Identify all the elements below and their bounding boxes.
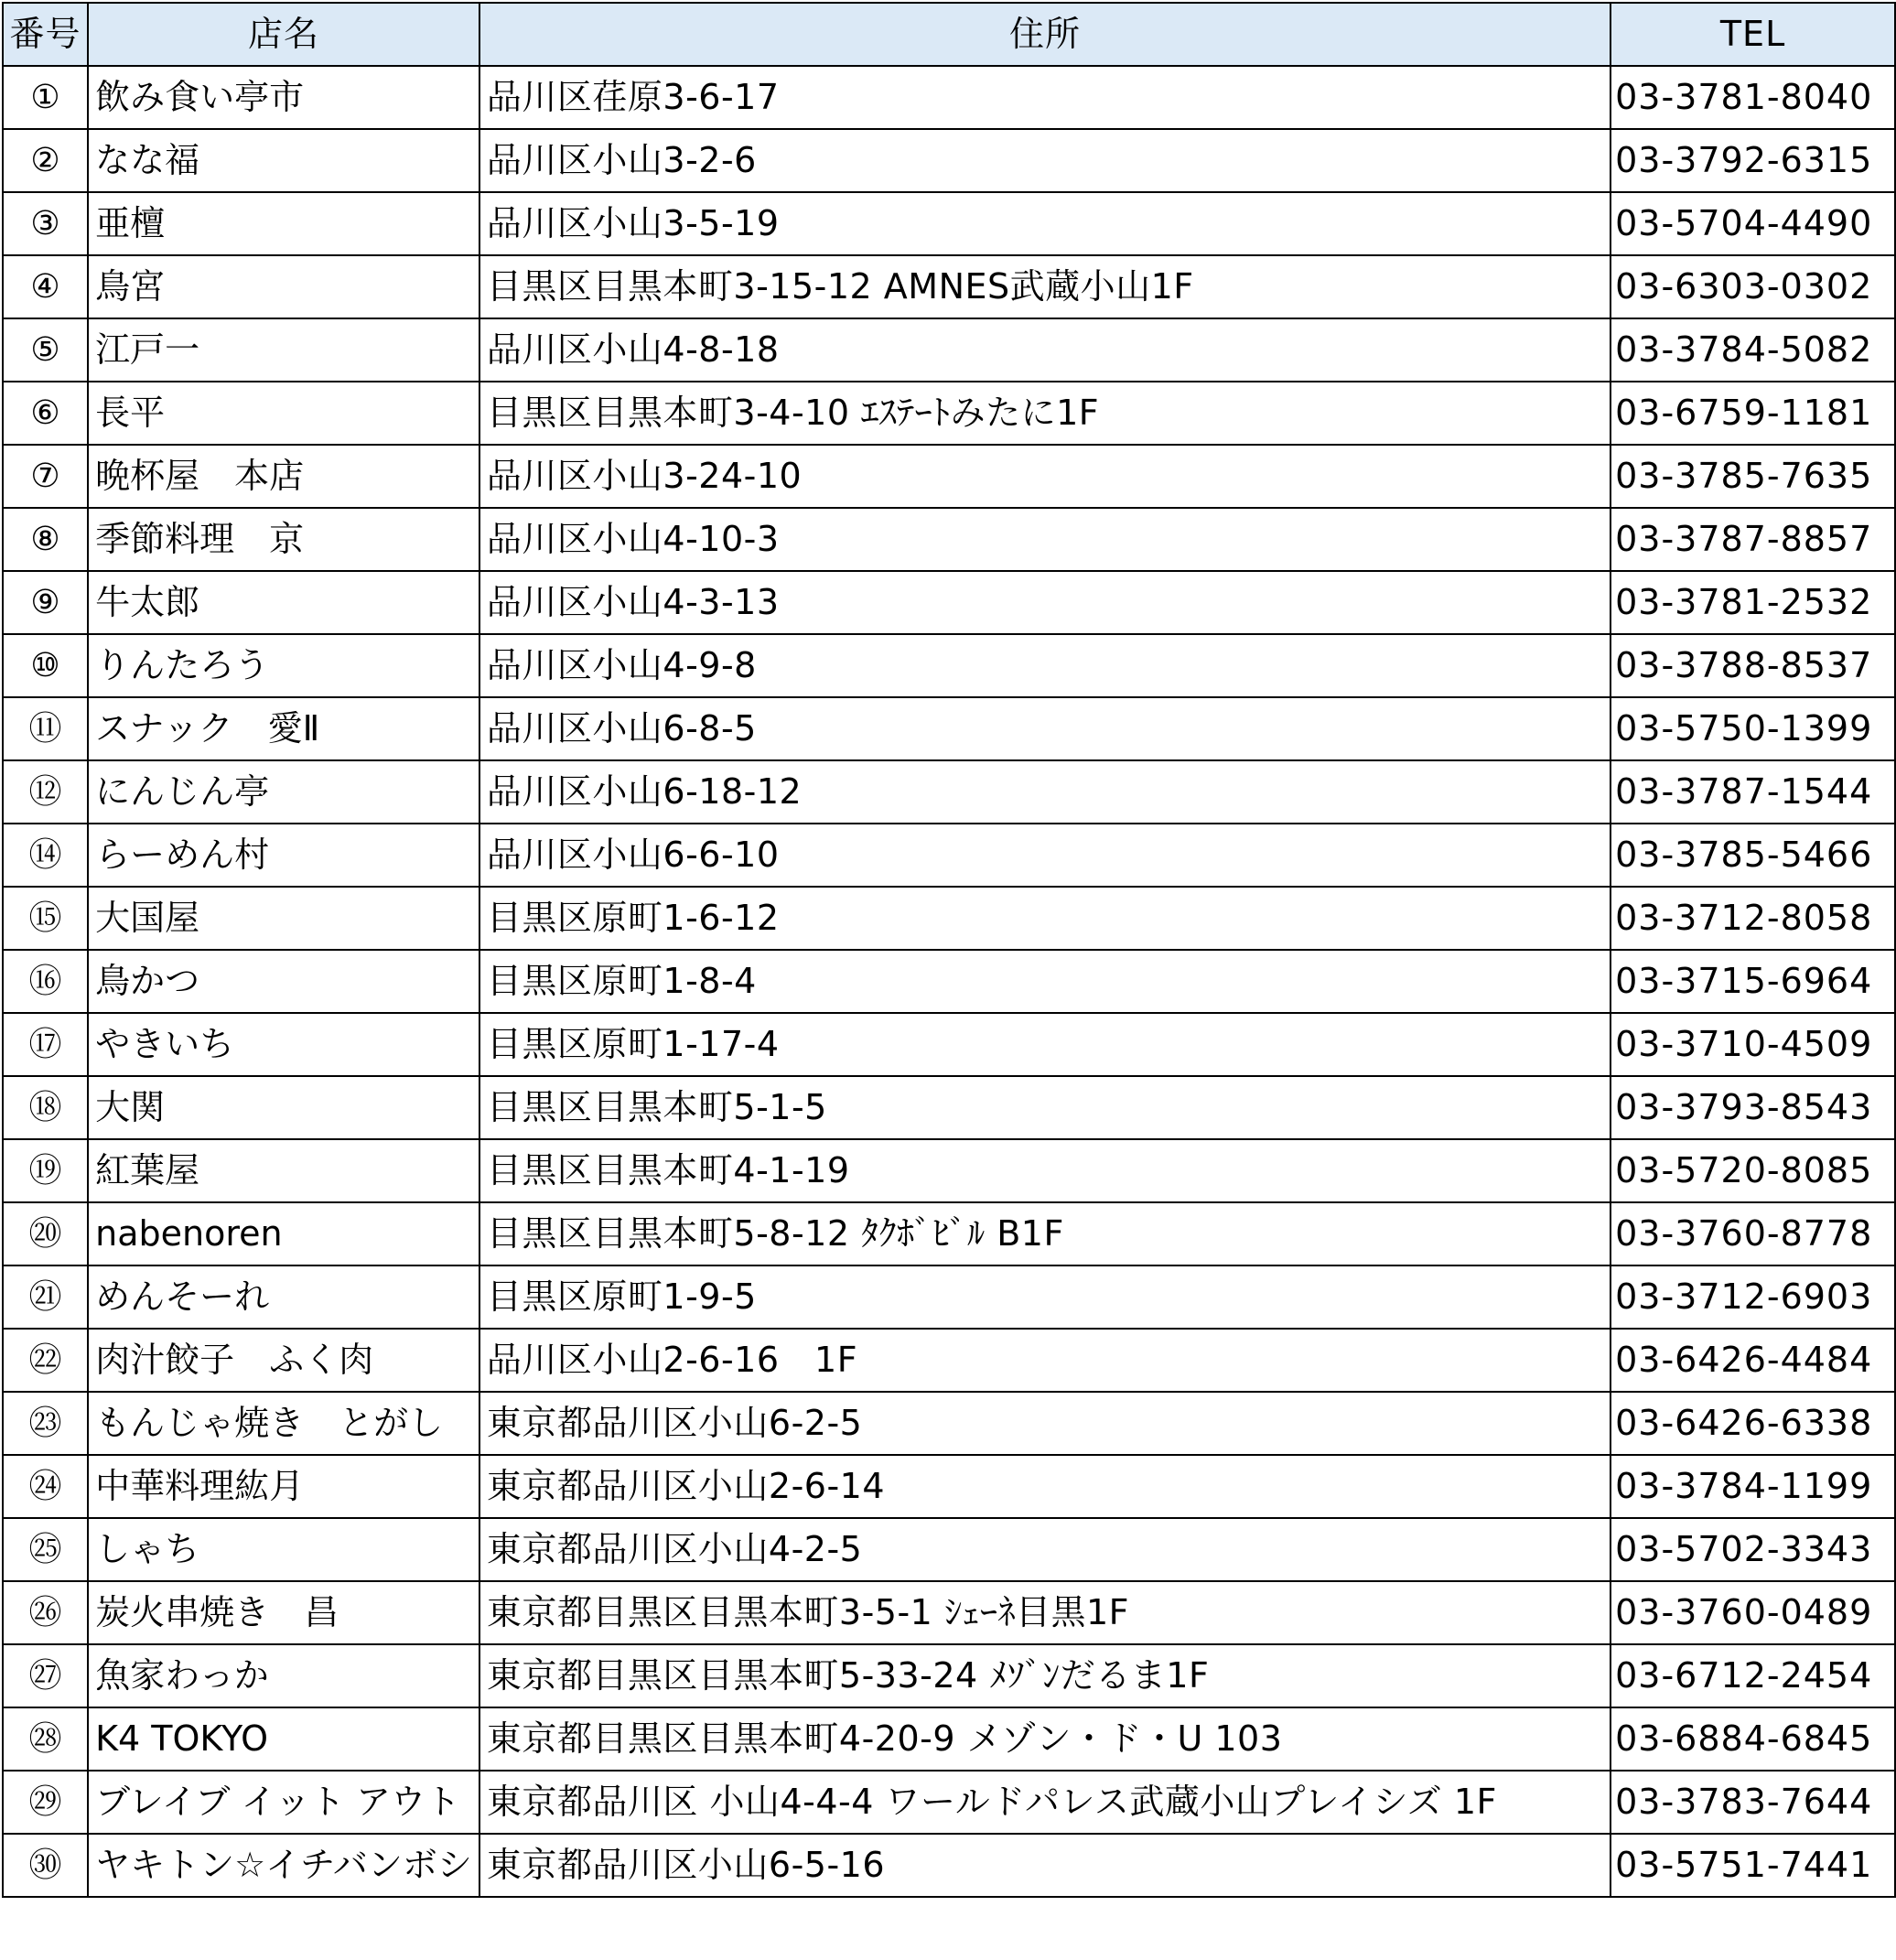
cell-shop-name[interactable]: K4 TOKYO	[88, 1707, 479, 1771]
cell-number[interactable]: ㉓	[3, 1392, 88, 1455]
cell-number[interactable]: ⑨	[3, 571, 88, 634]
cell-shop-name[interactable]: なな福	[88, 129, 479, 192]
cell-number[interactable]: ㉒	[3, 1329, 88, 1392]
table-row	[3, 1707, 1895, 1771]
header-number[interactable]: 番号	[3, 3, 88, 66]
cell-tel[interactable]: 03-3781-2532	[1611, 571, 1895, 634]
table-row	[3, 1139, 1895, 1202]
table-row	[3, 1265, 1895, 1329]
table-body	[3, 66, 1895, 1897]
cell-shop-name[interactable]: 長平	[88, 382, 479, 445]
cell-tel[interactable]: 03-6303-0302	[1611, 255, 1895, 318]
cell-shop-name[interactable]: 飲み食い亭市	[88, 66, 479, 129]
table-row	[3, 950, 1895, 1013]
cell-shop-name[interactable]: nabenoren	[88, 1202, 479, 1265]
cell-tel[interactable]: 03-5720-8085	[1611, 1139, 1895, 1202]
cell-address[interactable]: 品川区小山6-18-12	[479, 760, 1611, 824]
cell-tel[interactable]: 03-3712-8058	[1611, 887, 1895, 950]
cell-tel[interactable]: 03-5751-7441	[1611, 1834, 1895, 1897]
header-address[interactable]: 住所	[479, 3, 1611, 66]
table-row	[3, 1834, 1895, 1897]
cell-tel[interactable]: 03-5702-3343	[1611, 1518, 1895, 1581]
cell-address[interactable]: 目黒区目黒本町4-1-19	[479, 1139, 1611, 1202]
cell-address[interactable]: 品川区小山4-8-18	[479, 318, 1611, 382]
cell-address[interactable]: 東京都品川区小山6-5-16	[479, 1834, 1611, 1897]
cell-tel[interactable]: 03-6884-6845	[1611, 1707, 1895, 1771]
cell-shop-name[interactable]: らーめん村	[88, 824, 479, 887]
cell-address[interactable]: 東京都目黒区目黒本町4-20-9 メゾン・ド・U 103	[479, 1707, 1611, 1771]
cell-number[interactable]: ⑤	[3, 318, 88, 382]
cell-shop-name[interactable]: もんじゃ焼き とがし	[88, 1392, 479, 1455]
cell-shop-name[interactable]: しゃち	[88, 1518, 479, 1581]
cell-number[interactable]: ㉙	[3, 1771, 88, 1834]
cell-address[interactable]: 品川区小山4-3-13	[479, 571, 1611, 634]
cell-address[interactable]: 目黒区原町1-17-4	[479, 1013, 1611, 1076]
cell-number[interactable]: ⑧	[3, 508, 88, 571]
cell-address[interactable]: 目黒区原町1-9-5	[479, 1265, 1611, 1329]
cell-address[interactable]: 品川区小山4-9-8	[479, 634, 1611, 697]
table-row	[3, 508, 1895, 571]
cell-tel[interactable]: 03-3710-4509	[1611, 1013, 1895, 1076]
cell-address[interactable]: 品川区小山6-6-10	[479, 824, 1611, 887]
cell-shop-name[interactable]: ヤキトン☆イチバンボシ	[88, 1834, 479, 1897]
cell-tel[interactable]: 03-3787-1544	[1611, 760, 1895, 824]
cell-shop-name[interactable]: 牛太郎	[88, 571, 479, 634]
cell-number[interactable]: ⑫	[3, 760, 88, 824]
cell-tel[interactable]: 03-3712-6903	[1611, 1265, 1895, 1329]
header-tel[interactable]: TEL	[1611, 3, 1895, 66]
cell-shop-name[interactable]: 鳥かつ	[88, 950, 479, 1013]
table-row	[3, 1013, 1895, 1076]
cell-shop-name[interactable]: 季節料理 京	[88, 508, 479, 571]
cell-address[interactable]: 品川区荏原3-6-17	[479, 66, 1611, 129]
cell-tel[interactable]: 03-3784-1199	[1611, 1455, 1895, 1518]
cell-number[interactable]: ⑭	[3, 824, 88, 887]
table-row	[3, 445, 1895, 508]
cell-address[interactable]: 品川区小山3-24-10	[479, 445, 1611, 508]
cell-address[interactable]: 東京都品川区小山2-6-14	[479, 1455, 1611, 1518]
cell-address[interactable]: 東京都目黒区目黒本町3-5-1 ｼｪｰﾈ目黒1F	[479, 1581, 1611, 1644]
cell-tel[interactable]: 03-6426-6338	[1611, 1392, 1895, 1455]
header-name[interactable]: 店名	[88, 3, 479, 66]
cell-number[interactable]: ㉑	[3, 1265, 88, 1329]
cell-shop-name[interactable]: 亜檀	[88, 192, 479, 255]
table-row	[3, 129, 1895, 192]
table-row	[3, 66, 1895, 129]
cell-address[interactable]: 品川区小山3-5-19	[479, 192, 1611, 255]
table-row	[3, 1392, 1895, 1455]
cell-number[interactable]: ㉘	[3, 1707, 88, 1771]
cell-number[interactable]: ⑥	[3, 382, 88, 445]
cell-shop-name[interactable]: めんそーれ	[88, 1265, 479, 1329]
cell-shop-name[interactable]: にんじん亭	[88, 760, 479, 824]
cell-address[interactable]: 品川区小山4-10-3	[479, 508, 1611, 571]
cell-address[interactable]: 目黒区目黒本町3-4-10 ｴｽﾃｰﾄみたに1F	[479, 382, 1611, 445]
table-row	[3, 760, 1895, 824]
table-row	[3, 824, 1895, 887]
cell-shop-name[interactable]: 大関	[88, 1076, 479, 1139]
table-row	[3, 1202, 1895, 1265]
cell-number[interactable]: ㉚	[3, 1834, 88, 1897]
cell-number[interactable]: ㉗	[3, 1644, 88, 1707]
cell-tel[interactable]: 03-3788-8537	[1611, 634, 1895, 697]
table-row	[3, 1581, 1895, 1644]
cell-number[interactable]: ⑳	[3, 1202, 88, 1265]
table-row	[3, 634, 1895, 697]
cell-number[interactable]: ⑲	[3, 1139, 88, 1202]
cell-tel[interactable]: 03-3787-8857	[1611, 508, 1895, 571]
cell-number[interactable]: ②	[3, 129, 88, 192]
cell-address[interactable]: 東京都品川区 小山4-4-4 ワールドパレス武蔵小山プレイシズ 1F	[479, 1771, 1611, 1834]
table-row	[3, 1518, 1895, 1581]
cell-number[interactable]: ⑪	[3, 697, 88, 760]
cell-address[interactable]: 品川区小山2-6-16 1F	[479, 1329, 1611, 1392]
cell-shop-name[interactable]: 鳥宮	[88, 255, 479, 318]
table-row	[3, 1455, 1895, 1518]
cell-number[interactable]: ④	[3, 255, 88, 318]
cell-shop-name[interactable]: スナック 愛Ⅱ	[88, 697, 479, 760]
cell-tel[interactable]: 03-3760-8778	[1611, 1202, 1895, 1265]
cell-tel[interactable]: 03-3785-5466	[1611, 824, 1895, 887]
cell-address[interactable]: 目黒区原町1-8-4	[479, 950, 1611, 1013]
cell-shop-name[interactable]: やきいち	[88, 1013, 479, 1076]
cell-number[interactable]: ㉖	[3, 1581, 88, 1644]
cell-address[interactable]: 目黒区目黒本町3-15-12 AMNES武蔵小山1F	[479, 255, 1611, 318]
cell-address[interactable]: 品川区小山6-8-5	[479, 697, 1611, 760]
cell-shop-name[interactable]: ブレイブ イット アウト	[88, 1771, 479, 1834]
table-row	[3, 887, 1895, 950]
cell-shop-name[interactable]: 紅葉屋	[88, 1139, 479, 1202]
cell-number[interactable]: ⑩	[3, 634, 88, 697]
cell-number[interactable]: ③	[3, 192, 88, 255]
cell-shop-name[interactable]: 炭火串焼き 昌	[88, 1581, 479, 1644]
cell-address[interactable]: 東京都品川区小山6-2-5	[479, 1392, 1611, 1455]
cell-tel[interactable]: 03-3715-6964	[1611, 950, 1895, 1013]
table-row	[3, 255, 1895, 318]
cell-address[interactable]: 目黒区原町1-6-12	[479, 887, 1611, 950]
cell-shop-name[interactable]: 大国屋	[88, 887, 479, 950]
cell-tel[interactable]: 03-3760-0489	[1611, 1581, 1895, 1644]
table-row	[3, 1644, 1895, 1707]
cell-shop-name[interactable]: 江戸一	[88, 318, 479, 382]
cell-number[interactable]: ⑮	[3, 887, 88, 950]
table-row	[3, 318, 1895, 382]
cell-tel[interactable]: 03-6759-1181	[1611, 382, 1895, 445]
cell-number[interactable]: ⑯	[3, 950, 88, 1013]
cell-number[interactable]: ①	[3, 66, 88, 129]
cell-tel[interactable]: 03-5704-4490	[1611, 192, 1895, 255]
cell-number[interactable]: ㉕	[3, 1518, 88, 1581]
cell-tel[interactable]: 03-3792-6315	[1611, 129, 1895, 192]
cell-shop-name[interactable]: 魚家わっか	[88, 1644, 479, 1707]
cell-tel[interactable]: 03-6712-2454	[1611, 1644, 1895, 1707]
cell-number[interactable]: ㉔	[3, 1455, 88, 1518]
table-row	[3, 697, 1895, 760]
cell-tel[interactable]: 03-3793-8543	[1611, 1076, 1895, 1139]
cell-address[interactable]: 目黒区目黒本町5-1-5	[479, 1076, 1611, 1139]
cell-number[interactable]: ⑰	[3, 1013, 88, 1076]
table-row	[3, 1076, 1895, 1139]
cell-address[interactable]: 目黒区目黒本町5-8-12 ﾀｸﾎﾞﾋﾞﾙ B1F	[479, 1202, 1611, 1265]
cell-shop-name[interactable]: 中華料理紘月	[88, 1455, 479, 1518]
cell-tel[interactable]: 03-3783-7644	[1611, 1771, 1895, 1834]
cell-tel[interactable]: 03-3781-8040	[1611, 66, 1895, 129]
cell-shop-name[interactable]: 晩杯屋 本店	[88, 445, 479, 508]
cell-tel[interactable]: 03-3784-5082	[1611, 318, 1895, 382]
table-row	[3, 1771, 1895, 1834]
cell-shop-name[interactable]: りんたろう	[88, 634, 479, 697]
cell-tel[interactable]: 03-3785-7635	[1611, 445, 1895, 508]
table-row	[3, 192, 1895, 255]
shop-table	[2, 2, 1896, 1898]
cell-shop-name[interactable]: 肉汁餃子 ふく肉	[88, 1329, 479, 1392]
header-row	[3, 3, 1895, 66]
cell-address[interactable]: 東京都目黒区目黒本町5-33-24 ﾒｿﾞﾝだるま1F	[479, 1644, 1611, 1707]
table-row	[3, 382, 1895, 445]
cell-tel[interactable]: 03-6426-4484	[1611, 1329, 1895, 1392]
table-row	[3, 1329, 1895, 1392]
table-row	[3, 571, 1895, 634]
cell-number[interactable]: ⑦	[3, 445, 88, 508]
cell-address[interactable]: 品川区小山3-2-6	[479, 129, 1611, 192]
cell-tel[interactable]: 03-5750-1399	[1611, 697, 1895, 760]
cell-number[interactable]: ⑱	[3, 1076, 88, 1139]
cell-address[interactable]: 東京都品川区小山4-2-5	[479, 1518, 1611, 1581]
